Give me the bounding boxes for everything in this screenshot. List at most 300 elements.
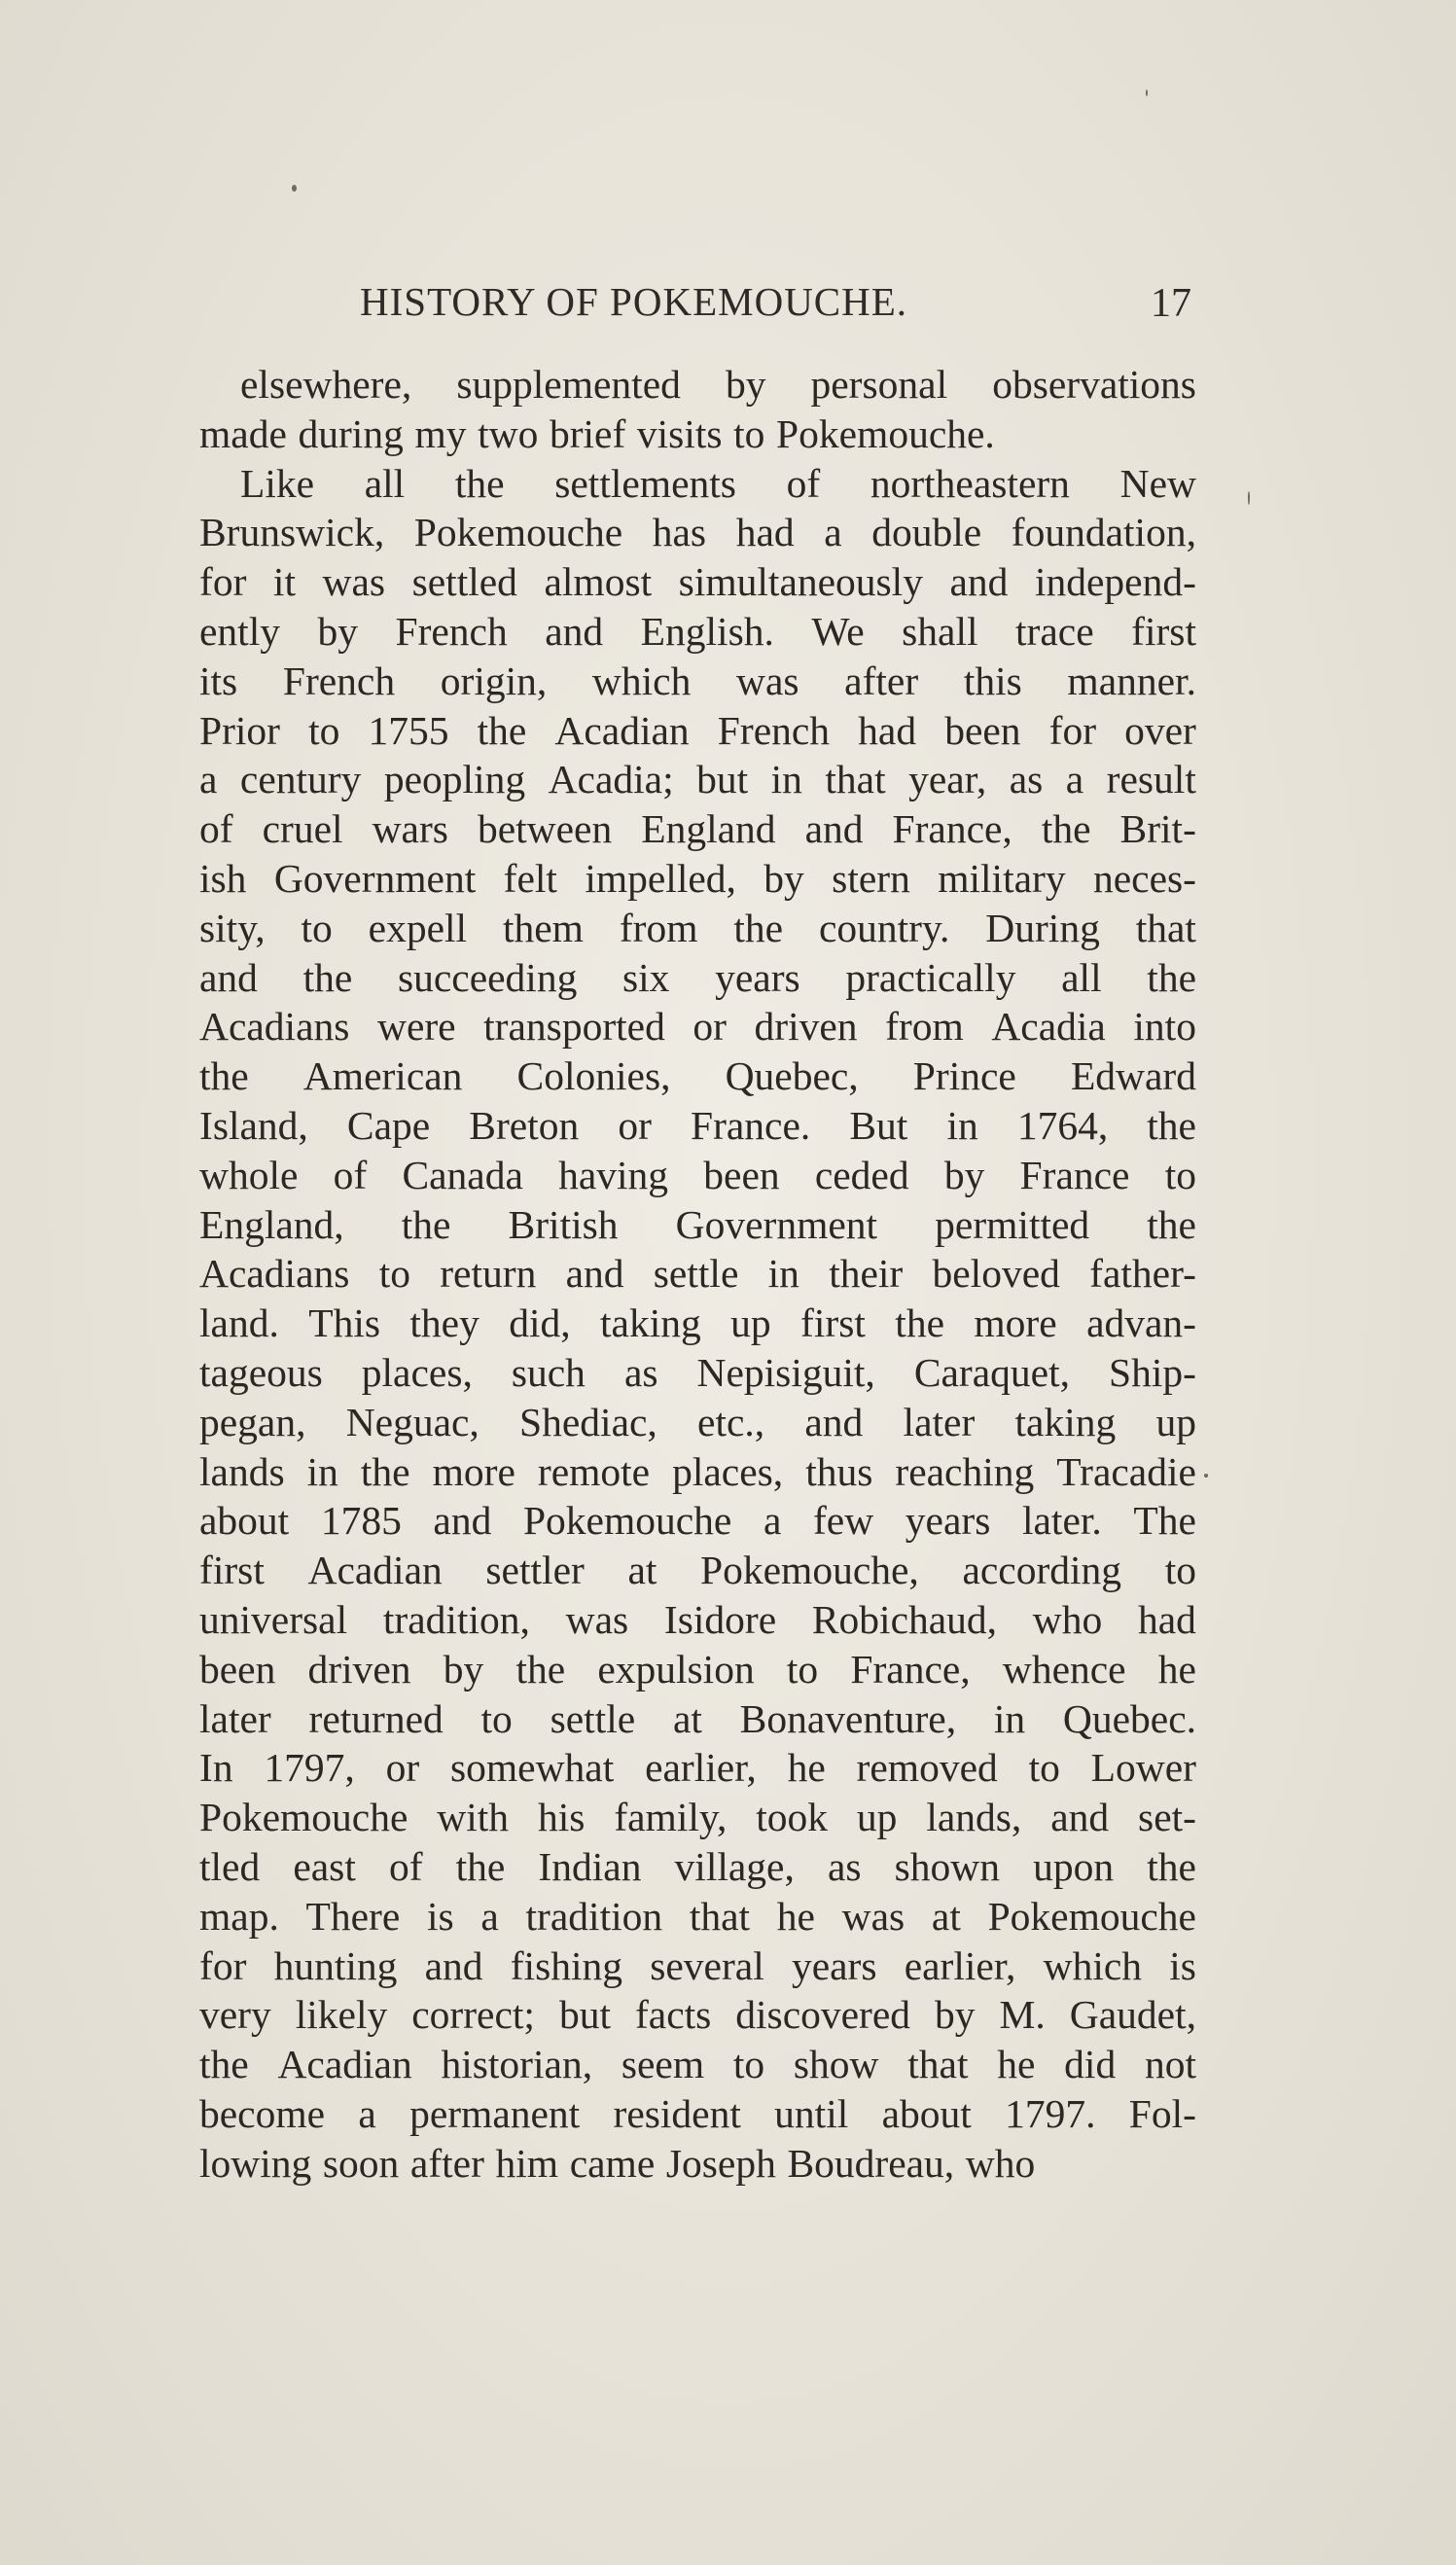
- word: after: [844, 658, 919, 703]
- word: result: [1106, 757, 1196, 802]
- word: Breton: [469, 1102, 580, 1148]
- word: thus: [805, 1448, 873, 1494]
- text-line: [199, 904, 1196, 953]
- word: Colonies,: [516, 1053, 671, 1099]
- text-line: [199, 804, 1196, 854]
- word: and: [565, 1251, 624, 1297]
- word: return: [440, 1251, 537, 1297]
- text-line: [199, 1496, 1196, 1546]
- text-line: [199, 1793, 1196, 1842]
- word: during: [298, 410, 404, 456]
- text-line: [199, 2089, 1196, 2139]
- word: that: [907, 2042, 969, 2087]
- text-line: [199, 854, 1196, 904]
- word: practically: [845, 954, 1016, 1000]
- word: But: [849, 1102, 908, 1148]
- word: English.: [640, 608, 774, 654]
- word: in: [946, 1102, 978, 1148]
- word: who: [1032, 1596, 1103, 1642]
- word: etc.,: [697, 1399, 765, 1444]
- word: in: [306, 1448, 338, 1494]
- word: years: [715, 954, 800, 1000]
- word: correct;: [411, 1992, 535, 2038]
- word: the: [454, 460, 505, 506]
- word: had: [858, 707, 917, 753]
- word: very: [199, 1992, 271, 2038]
- word: Island,: [199, 1102, 308, 1148]
- word: remote: [537, 1448, 651, 1494]
- word: been: [703, 1152, 780, 1197]
- word: the: [733, 905, 784, 950]
- word: but: [696, 757, 749, 802]
- word: visits: [636, 410, 723, 456]
- text-line: [199, 1743, 1196, 1793]
- word: that: [1135, 905, 1196, 950]
- word: Canada: [402, 1152, 523, 1197]
- text-line: [199, 2040, 1196, 2089]
- word: to: [733, 410, 765, 456]
- word: with: [437, 1795, 510, 1840]
- text-line: [199, 2139, 1196, 2189]
- word: Acadia;: [548, 757, 674, 802]
- word: set-: [1138, 1795, 1196, 1840]
- word: father-: [1089, 1251, 1196, 1297]
- word: up: [856, 1795, 898, 1840]
- word: been: [944, 707, 1021, 753]
- word: military: [938, 855, 1066, 901]
- word: Acadian: [554, 707, 690, 753]
- word: year,: [908, 757, 987, 802]
- word: Prince: [912, 1053, 1016, 1099]
- text-line: [199, 706, 1196, 756]
- word: and: [804, 806, 864, 852]
- word: stern: [832, 855, 910, 901]
- word: first: [1131, 608, 1196, 654]
- word: country.: [818, 905, 950, 950]
- word: 1785: [320, 1498, 402, 1544]
- word: whole: [199, 1152, 299, 1197]
- paper-speck: [292, 185, 297, 192]
- word: tradition,: [382, 1596, 530, 1642]
- word: transported: [483, 1004, 665, 1050]
- word: did: [1064, 2042, 1117, 2087]
- word: the: [477, 707, 527, 753]
- word: to: [301, 905, 333, 950]
- paragraph: [199, 459, 1196, 2189]
- word: in: [993, 1695, 1026, 1741]
- word: up: [730, 1300, 771, 1346]
- word: and: [1050, 1795, 1110, 1840]
- word: or: [385, 1745, 420, 1791]
- text-line: [199, 755, 1196, 804]
- text-line: [199, 607, 1196, 657]
- word: French: [395, 608, 508, 654]
- word: from: [619, 905, 698, 950]
- word: simultaneously: [678, 559, 923, 605]
- word: hunting: [273, 1942, 398, 1988]
- word: settler: [485, 1548, 585, 1593]
- word: a: [1065, 757, 1084, 802]
- word: Shediac,: [519, 1399, 657, 1444]
- word: This: [308, 1300, 380, 1346]
- word: M.: [999, 1992, 1046, 2038]
- text-line: [199, 1002, 1196, 1051]
- word: Lower: [1090, 1745, 1196, 1791]
- word: almost: [544, 559, 653, 605]
- word: the: [302, 954, 353, 1000]
- word: its: [199, 658, 238, 703]
- word: pegan,: [199, 1399, 306, 1444]
- word: Isidore: [663, 1596, 777, 1642]
- paper-speck: [1204, 1474, 1208, 1478]
- word: up: [1155, 1399, 1196, 1444]
- word: Ship-: [1108, 1349, 1196, 1395]
- word: elsewhere,: [240, 362, 412, 407]
- word: this: [963, 658, 1022, 703]
- word: about: [199, 1498, 290, 1544]
- word: Pokemouche: [199, 1795, 408, 1840]
- word: Brunswick,: [199, 510, 385, 555]
- word: that: [825, 757, 886, 802]
- word: Brit-: [1119, 806, 1196, 852]
- word: to: [308, 707, 340, 753]
- word: to: [480, 1695, 513, 1741]
- text-line: [199, 1051, 1196, 1101]
- word: reaching: [895, 1448, 1035, 1494]
- word: the: [455, 1843, 506, 1889]
- word: the: [401, 1201, 451, 1247]
- word: tradition: [525, 1893, 663, 1939]
- page-header: [199, 278, 1191, 337]
- word: Pokemouche: [522, 1498, 732, 1544]
- text-line: [199, 1101, 1196, 1151]
- word: years: [905, 1498, 991, 1544]
- word: by: [935, 1992, 976, 2038]
- word: taking: [600, 1300, 701, 1346]
- word: observations: [992, 362, 1196, 407]
- word: took: [756, 1795, 829, 1840]
- word: all: [364, 460, 406, 506]
- word: 1797.: [1005, 2090, 1096, 2136]
- word: ceded: [814, 1152, 909, 1197]
- word: and: [804, 1399, 864, 1444]
- text-line: [199, 1398, 1196, 1447]
- text-line: [199, 1546, 1196, 1595]
- paper-speck: [1248, 491, 1250, 505]
- word: a: [358, 2090, 376, 2136]
- word: but: [558, 1992, 611, 2038]
- word: taking: [1014, 1399, 1117, 1444]
- word: Bonaventure,: [739, 1695, 957, 1741]
- word: Indian: [538, 1843, 642, 1889]
- word: after: [409, 2140, 484, 2186]
- word: all: [1061, 954, 1102, 1000]
- text-line: [199, 1151, 1196, 1200]
- word: Government: [273, 855, 477, 901]
- word: by: [443, 1646, 484, 1692]
- word: years: [791, 1942, 877, 1988]
- word: has: [652, 510, 707, 555]
- word: New: [1119, 460, 1196, 506]
- word: my: [414, 410, 467, 456]
- word: 1797,: [264, 1745, 355, 1791]
- text-line: [199, 953, 1196, 1003]
- text-line: [199, 1645, 1196, 1694]
- word: ently: [199, 608, 280, 654]
- word: resident: [613, 2090, 741, 2136]
- word: a: [763, 1498, 782, 1544]
- word: the: [1041, 806, 1091, 852]
- word: lands,: [926, 1795, 1022, 1840]
- word: a: [199, 757, 218, 802]
- word: settle: [550, 1695, 636, 1741]
- word: came: [569, 2140, 656, 2186]
- text-line: [199, 459, 1196, 509]
- word: been: [199, 1646, 276, 1692]
- word: by: [725, 362, 766, 407]
- word: 1755: [368, 707, 449, 753]
- text-line: [199, 1447, 1196, 1497]
- word: Joseph: [665, 2140, 776, 2186]
- word: Caraquet,: [913, 1349, 1070, 1395]
- word: Like: [240, 460, 315, 506]
- word: French: [717, 707, 831, 753]
- word: seem: [621, 2042, 705, 2087]
- word: between: [477, 806, 613, 852]
- word: advan-: [1086, 1300, 1196, 1346]
- word: tageous: [199, 1349, 323, 1395]
- word: to: [1164, 1548, 1196, 1593]
- word: facts: [634, 1992, 712, 2038]
- word: according: [962, 1548, 1122, 1593]
- word: tled: [199, 1843, 261, 1889]
- word: as: [827, 1843, 862, 1889]
- word: During: [985, 905, 1100, 950]
- word: or: [618, 1102, 652, 1148]
- word: first: [199, 1548, 265, 1593]
- word: for: [1048, 707, 1097, 753]
- word: impelled,: [585, 855, 736, 901]
- word: settle: [653, 1251, 739, 1297]
- word: such: [511, 1349, 586, 1395]
- text-line: [199, 1990, 1196, 2040]
- word: ish: [199, 855, 247, 901]
- word: shown: [894, 1843, 1000, 1889]
- word: the: [895, 1300, 944, 1346]
- word: driven: [754, 1004, 858, 1050]
- word: to: [378, 1251, 410, 1297]
- word: first: [800, 1300, 866, 1346]
- word: Quebec.: [1062, 1695, 1196, 1741]
- word: American: [302, 1053, 463, 1099]
- word: was: [735, 658, 799, 703]
- word: lowing: [199, 2140, 312, 2186]
- word: There: [305, 1893, 401, 1939]
- word: for: [199, 559, 247, 605]
- word: and: [545, 608, 604, 654]
- text-line: [199, 1892, 1196, 1942]
- word: somewhat: [449, 1745, 615, 1791]
- word: Quebec,: [725, 1053, 859, 1099]
- word: by: [317, 608, 358, 654]
- word: France: [1019, 1152, 1130, 1197]
- word: and: [424, 1942, 483, 1988]
- word: were: [376, 1004, 456, 1050]
- word: until: [774, 2090, 849, 2136]
- word: personal: [810, 362, 948, 407]
- word: driven: [307, 1646, 411, 1692]
- word: map.: [199, 1893, 279, 1939]
- word: more: [974, 1300, 1057, 1346]
- word: two: [478, 410, 539, 456]
- word: Boudreau,: [787, 2140, 955, 2186]
- text-line: [199, 1299, 1196, 1348]
- word: in: [767, 1251, 799, 1297]
- word: of: [388, 1843, 423, 1889]
- word: having: [558, 1152, 669, 1197]
- word: century: [239, 757, 362, 802]
- word: places,: [361, 1349, 473, 1395]
- word: places,: [672, 1448, 784, 1494]
- word: the: [1147, 954, 1196, 1000]
- text-line: [199, 1595, 1196, 1645]
- text-line: [199, 410, 1196, 459]
- word: Edward: [1070, 1053, 1196, 1099]
- word: that: [689, 1893, 751, 1939]
- word: universal: [199, 1596, 348, 1642]
- word: French: [282, 658, 396, 703]
- word: permitted: [935, 1201, 1090, 1247]
- word: had: [735, 510, 795, 555]
- word: he: [1157, 1646, 1196, 1692]
- text-line: [199, 657, 1196, 706]
- word: England,: [199, 1201, 344, 1247]
- word: Neguac,: [345, 1399, 479, 1444]
- word: Pokemouche,: [700, 1548, 919, 1593]
- word: England: [641, 806, 776, 852]
- word: earlier,: [645, 1745, 757, 1791]
- word: Acadian: [307, 1548, 443, 1593]
- word: peopling: [383, 757, 526, 802]
- word: northeastern: [870, 460, 1070, 506]
- word: at: [627, 1548, 657, 1593]
- word: made: [199, 410, 287, 456]
- word: over: [1124, 707, 1196, 753]
- word: the: [1147, 1201, 1196, 1247]
- word: about: [881, 2090, 972, 2136]
- word: cruel: [262, 806, 343, 852]
- word: succeeding: [397, 954, 578, 1000]
- word: Fol-: [1128, 2090, 1196, 2136]
- word: by: [943, 1152, 985, 1197]
- word: Pokemouche.: [776, 410, 995, 456]
- word: expell: [368, 905, 468, 950]
- word: a: [480, 1893, 499, 1939]
- word: or: [692, 1004, 727, 1050]
- word: him: [495, 2140, 559, 2186]
- word: more: [432, 1448, 515, 1494]
- word: land.: [199, 1300, 279, 1346]
- word: The: [1133, 1498, 1196, 1544]
- word: earlier,: [904, 1942, 1016, 1988]
- word: Pokemouche: [413, 510, 623, 555]
- word: and: [199, 954, 258, 1000]
- word: did,: [509, 1300, 571, 1346]
- word: east: [293, 1843, 356, 1889]
- word: felt: [503, 855, 557, 901]
- word: six: [622, 954, 670, 1000]
- text-line: [199, 508, 1196, 557]
- word: manner.: [1067, 658, 1196, 703]
- page-number: 17: [1151, 281, 1191, 326]
- word: was: [565, 1596, 629, 1642]
- word: at: [931, 1893, 961, 1939]
- word: as: [1009, 757, 1044, 802]
- word: to: [1164, 1152, 1196, 1197]
- word: fishing: [510, 1942, 623, 1988]
- word: and: [433, 1498, 492, 1544]
- word: returned: [308, 1695, 444, 1741]
- word: was: [841, 1893, 906, 1939]
- word: later.: [1021, 1498, 1102, 1544]
- word: In: [199, 1745, 233, 1791]
- word: soon: [322, 2140, 400, 2186]
- word: is: [1169, 1942, 1196, 1988]
- word: show: [793, 2042, 879, 2087]
- word: was: [322, 559, 386, 605]
- text-line: [199, 1942, 1196, 1991]
- word: upon: [1033, 1843, 1115, 1889]
- word: the: [199, 2042, 249, 2087]
- word: Prior: [199, 707, 280, 753]
- word: 1764,: [1016, 1102, 1109, 1148]
- word: the: [515, 1646, 566, 1692]
- word: the: [199, 1053, 249, 1099]
- word: lands: [199, 1448, 285, 1494]
- word: he: [787, 1745, 826, 1791]
- paper-speck: [1146, 89, 1148, 96]
- word: later: [903, 1399, 976, 1444]
- word: Nepisiguit,: [696, 1349, 875, 1395]
- word: to: [732, 2042, 765, 2087]
- word: and: [949, 559, 1009, 605]
- text-line: [199, 1348, 1196, 1398]
- word: discovered: [735, 1992, 911, 2038]
- word: into: [1133, 1004, 1196, 1050]
- text-line: [199, 1842, 1196, 1892]
- word: France.: [690, 1102, 811, 1148]
- word: to: [786, 1646, 819, 1692]
- word: likely: [295, 1992, 388, 2038]
- word: of: [333, 1152, 368, 1197]
- word: supplemented: [456, 362, 681, 407]
- word: by: [764, 855, 804, 901]
- word: become: [199, 2090, 326, 2136]
- word: several: [650, 1942, 764, 1988]
- word: double: [871, 510, 982, 555]
- word: later: [199, 1695, 271, 1741]
- word: it: [272, 559, 296, 605]
- word: not: [1144, 2042, 1196, 2087]
- word: his: [537, 1795, 586, 1840]
- word: which: [1043, 1942, 1143, 1988]
- word: the: [1147, 1102, 1196, 1148]
- word: few: [812, 1498, 874, 1544]
- word: who: [965, 2140, 1036, 2186]
- word: shall: [902, 608, 978, 654]
- word: a: [824, 510, 842, 555]
- word: Government: [675, 1201, 878, 1247]
